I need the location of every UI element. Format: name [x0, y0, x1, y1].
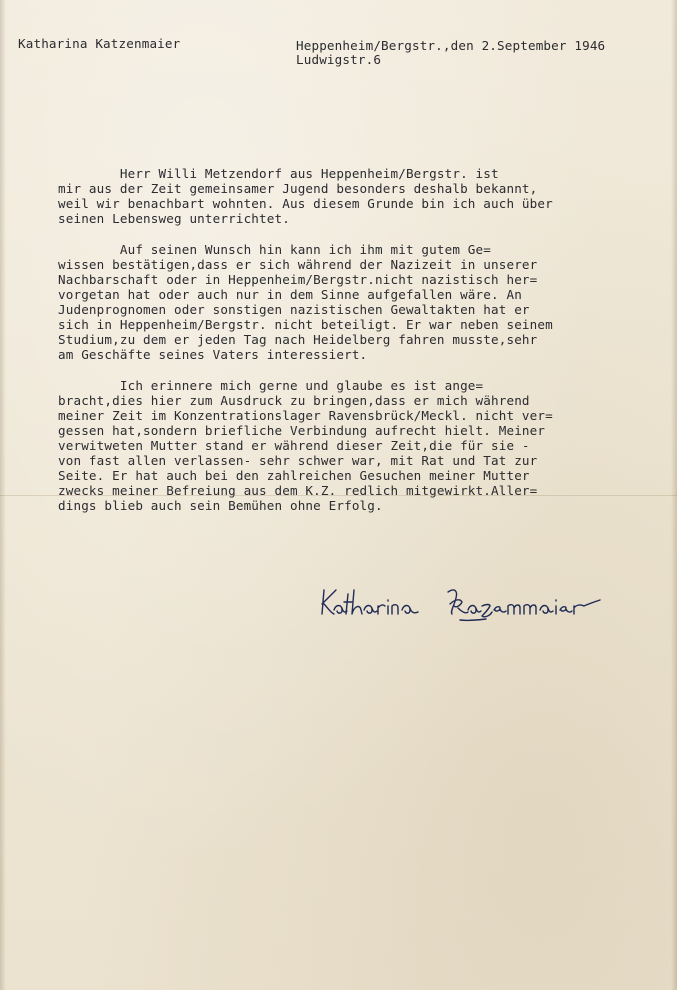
place-date: Heppenheim/Bergstr.,den 2.September 1946 — [296, 38, 606, 53]
paragraph-2-line: Auf seinen Wunsch hin kann ich ihm mit gutem Ge= — [58, 242, 491, 257]
paragraph-1-line: seinen Lebensweg unterrichtet. — [58, 211, 290, 226]
paragraph-2 — [58, 242, 658, 364]
paragraph-2-line: wissen bestätigen,dass er sich während der Nazizeit in unserer — [58, 257, 538, 272]
paragraph-2-line: Judenprognomen oder sonstigen nazistischen Gewaltakten hat er — [58, 302, 530, 317]
paragraph-1-line: Herr Willi Metzendorf aus Heppenheim/Bergstr. ist — [58, 166, 499, 181]
paragraph-3 — [58, 378, 658, 515]
sender-street: Ludwigstr.6 — [296, 52, 382, 67]
sender-name: Katharina Katzenmaier — [18, 36, 181, 51]
paragraph-3-line: Ich erinnere mich gerne und glaube es ist ange= — [58, 378, 484, 393]
paragraph-2-line: sich in Heppenheim/Bergstr. nicht beteiligt. Er war neben seinem — [58, 317, 553, 332]
paragraph-2-line: am Geschäfte seines Vaters interessiert. — [58, 347, 368, 362]
paragraph-2-line: Nachbarschaft oder in Heppenheim/Bergstr.nicht nazistisch her= — [58, 272, 538, 287]
paragraph-3-line: zwecks meiner Befreiung aus dem K.Z. redlich mitgewirkt.Aller= — [58, 483, 538, 498]
paragraph-3-line: Seite. Er hat auch bei den zahlreichen Gesuchen meiner Mutter — [58, 468, 530, 483]
paragraph-3-line: meiner Zeit im Konzentrationslager Ravensbrück/Meckl. nicht ver= — [58, 408, 553, 423]
paragraph-1 — [58, 166, 658, 228]
paragraph-3-line: dings blieb auch sein Bemühen ohne Erfolg. — [58, 498, 383, 513]
paragraph-2-line: vorgetan hat oder auch nur in dem Sinne aufgefallen wäre. An — [58, 287, 522, 302]
paragraph-3-line: gessen hat,sondern briefliche Verbindung aufrecht hielt. Meiner — [58, 423, 546, 438]
paper-right-edge — [671, 0, 677, 990]
paper-left-edge — [0, 0, 6, 990]
paragraph-2-line: Studium,zu dem er jeden Tag nach Heidelberg fahren musste,sehr — [58, 332, 538, 347]
paragraph-1-line: mir aus der Zeit gemeinsamer Jugend besonders deshalb bekannt, — [58, 181, 538, 196]
paragraph-3-line: bracht,dies hier zum Ausdruck zu bringen,dass er mich während — [58, 393, 530, 408]
paragraph-1-line: weil wir benachbart wohnten. Aus diesem Grunde bin ich auch über — [58, 196, 553, 211]
handwritten-signature — [318, 584, 608, 624]
paragraph-3-line: verwitweten Mutter stand er während dieser Zeit,die für sie - — [58, 438, 530, 453]
paragraph-3-line: von fast allen verlassen- sehr schwer war, mit Rat und Tat zur — [58, 453, 538, 468]
